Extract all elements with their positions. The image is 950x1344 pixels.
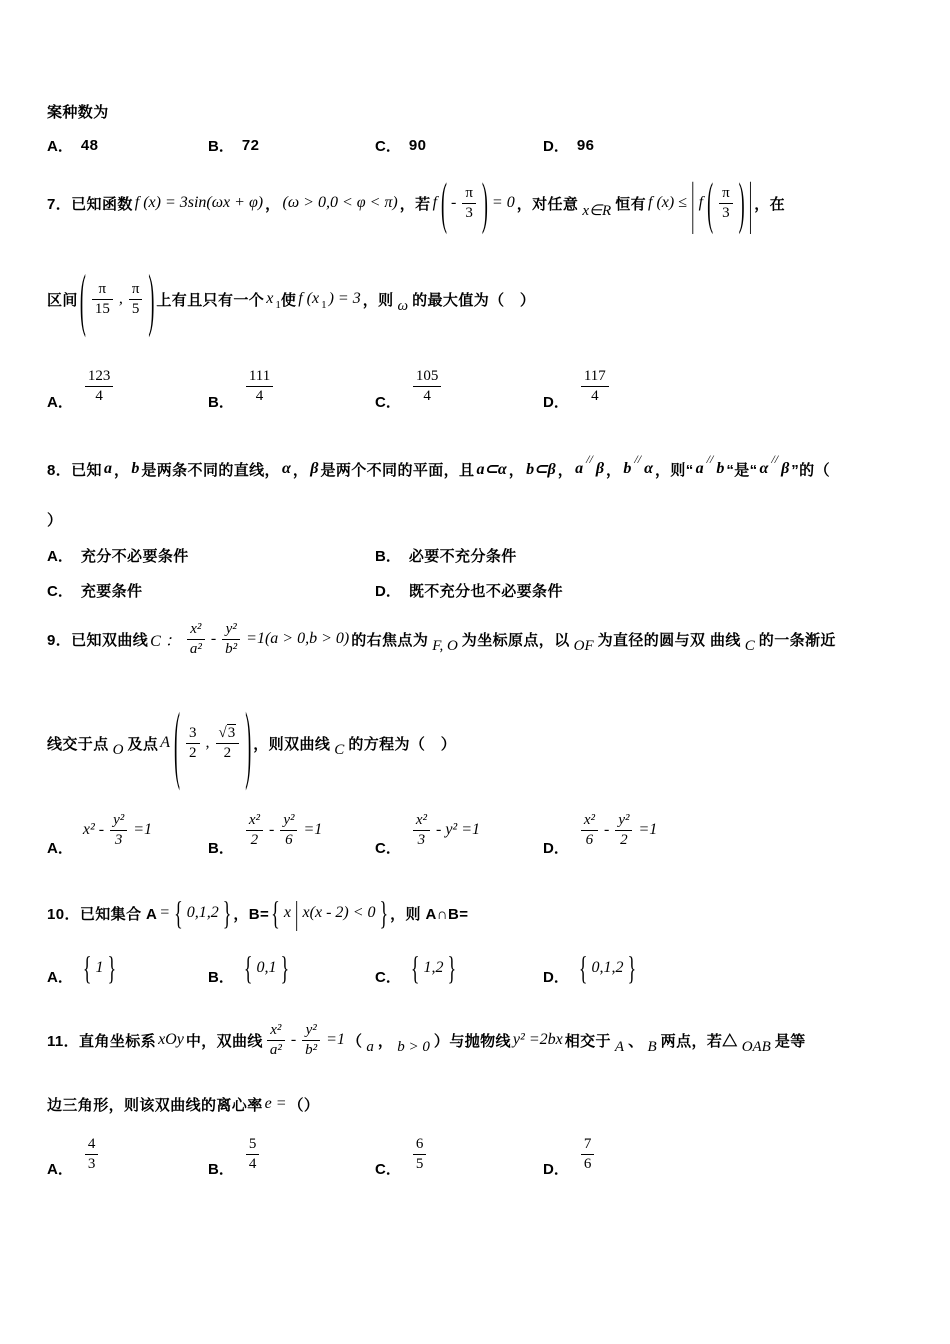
fraction [129,280,143,319]
fraction [280,811,297,850]
text-run: ， [557,461,574,479]
fraction [462,184,476,223]
fraction-numerator: 117 [583,367,606,384]
fraction-numerator: π [131,280,140,297]
fraction-denominator: 4 [248,1155,257,1172]
fraction-denominator: 2 [189,744,197,761]
math-run: x [283,904,291,921]
fraction-denominator: 4 [95,387,103,404]
text-run: ，对任意 [516,195,579,213]
math-inline: C [334,741,345,758]
math-delimiter: { [410,950,420,986]
text-run: ，则双曲线 [253,735,331,753]
fraction [719,184,733,223]
fraction-numerator: π [465,184,473,201]
text-run: 7．已知函数 [47,195,133,213]
text-run: （ [346,1032,363,1050]
math-inline: b > 0 [397,1038,430,1055]
text-run: 、 [628,1032,644,1050]
option-label: D． [375,582,401,600]
text-run: 为直径的圆与双 曲线 [597,631,741,649]
math-delimiter: { [243,950,253,986]
math-inline: A [614,1038,625,1055]
math-run: a [575,460,584,477]
option-label: B． [375,547,401,565]
option-item [543,946,638,990]
option-label: B． [208,969,234,986]
fraction-numerator: y² [225,620,237,637]
fraction-numerator: π [98,280,107,297]
subscript: 1 [275,299,281,311]
math-delimiter: ( [174,695,181,791]
text-run: ，则 A∩B= [390,905,469,923]
question-7-stem-line-1 [47,170,785,236]
text-run: 的最大值为（ ） [412,291,536,309]
fraction-numerator: 111 [248,367,271,384]
question-11-stem-line-2 [47,1090,319,1118]
math-run: - [604,821,610,838]
text-run: 与抛物线 [449,1032,511,1050]
option-label: C． [375,840,401,857]
text-run: ”的（ [791,461,830,479]
math-run: (ω > 0,0 < φ < π) [282,194,398,211]
math-run: β [310,460,319,477]
math-run: - [290,1031,297,1048]
fraction-denominator: a² [269,1041,282,1058]
option-label: D． [543,137,569,155]
text-run: “是“ [726,461,758,479]
fraction-numerator: x² [415,811,427,828]
parallel-sign: // [586,451,593,466]
fraction-numerator: x² [248,811,260,828]
fraction-denominator: 3 [114,831,123,848]
text-run: 的一条渐近 [758,631,836,649]
math-delimiter: | [691,171,695,235]
fraction-numerator: 7 [583,1135,592,1152]
sqrt-radicand: 3 [227,724,236,741]
math-run: b⊂β [526,461,556,478]
option-label: D． [543,1161,569,1178]
math-run: =1 [326,1031,345,1048]
text-run: 96 [576,136,595,154]
math-run: - y² =1 [436,821,481,838]
math-delimiter: | [748,171,753,235]
math-run: , [205,734,210,751]
option-item [208,946,291,990]
option-item [208,357,277,415]
math-delimiter: { [82,950,92,986]
text-run: 是两个不同的平面，且 [320,461,475,479]
fraction [187,620,205,659]
option-item [543,1126,598,1182]
fraction [110,811,127,850]
text-run: 相交于 [564,1032,611,1050]
math-run: β [595,460,605,477]
fraction [413,367,442,406]
option-label: B． [208,137,234,155]
fraction-numerator: x² [583,811,595,828]
option-label: A． [47,840,73,857]
math-run: - [269,821,275,838]
text-run: 恒有 [615,195,647,213]
text-run: 10．已知集合 A [47,905,158,923]
question-9-stem-line-2 [47,697,456,789]
parallel-sign: // [634,451,642,466]
fraction-numerator: y² [283,811,295,828]
math-run: =1 [303,821,323,838]
math-delimiter: ( [79,260,86,338]
math-delimiter: ) [481,171,488,235]
text-run: 案种数为 [47,103,109,121]
math-run: x² - [82,821,105,838]
fraction-denominator: 2 [223,744,232,761]
text-run: ） [47,511,63,529]
fraction-denominator: 5 [415,1155,424,1172]
math-run: A [160,734,171,751]
math-run: f [698,194,704,211]
text-run: 充分不必要条件 [80,547,189,565]
fraction [302,1021,320,1060]
text-run: 两点，若△ [660,1032,738,1050]
option-item [543,357,613,415]
option-item [375,799,482,861]
question-11-options [0,1126,950,1182]
option-label: A． [47,394,73,411]
text-run: ，则“ [654,461,694,479]
option-item [47,577,142,603]
text-run: ， [508,461,525,479]
option-item [375,357,445,415]
subscript: 1 [321,299,327,311]
math-inline: O [112,741,124,758]
fraction [85,367,114,406]
fraction [246,811,263,850]
math-run: = [159,904,171,921]
fraction-denominator: 15 [94,300,110,317]
math-run: f (x) = 3sin(ωx + φ) [134,194,264,211]
option-item [375,131,426,159]
text-run: ， [265,195,281,213]
math-delimiter: | [294,895,299,931]
math-run: 1,2 [423,959,444,976]
fraction-denominator: b² [225,640,238,657]
fraction-denominator: 2 [620,831,628,848]
text-run: 90 [408,136,427,154]
math-run: y² =2bx [512,1031,563,1048]
text-run: 既不充分也不必要条件 [408,582,563,600]
text-run: （） [288,1096,320,1114]
math-run: x(x - 2) < 0 [302,904,376,921]
fraction-numerator: 6 [415,1135,424,1152]
math-run: =1 [133,821,153,838]
text-run: 是两条不同的直线， [141,461,280,479]
option-label: A． [47,547,73,565]
fraction [222,620,240,659]
math-run: 0,1,2 [186,904,219,921]
option-label: C． [375,1161,401,1178]
fraction [581,811,598,850]
fraction-numerator: x² [270,1021,282,1038]
math-inline: B [647,1038,657,1055]
fraction-numerator: 123 [87,367,111,384]
option-label: C． [375,394,401,411]
math-run: a [103,460,112,477]
text-run: ， [292,461,309,479]
text-run: 线交于点 [47,735,109,753]
math-delimiter: } [447,950,457,986]
option-label: C． [375,137,401,155]
math-delimiter: ) [245,695,252,791]
question-7-options [0,357,950,415]
option-item [47,799,154,861]
option-item [375,1126,430,1182]
option-item [208,131,259,159]
question-8-stem-line-2 [47,507,62,531]
math-run: e = [264,1095,287,1112]
math-run: α [759,460,769,477]
option-label: B． [208,840,234,857]
fraction [413,1135,427,1174]
math-run: α [644,460,653,477]
option-label: C． [47,582,73,600]
option-label: A． [47,1161,73,1178]
text-run: ， [377,1032,394,1050]
math-run: - [451,194,457,211]
option-label: B． [208,1161,234,1178]
option-label: C． [375,969,401,986]
text-run: 是等 [774,1032,806,1050]
fraction [246,1135,260,1174]
fraction-denominator: 4 [591,387,599,404]
text-run: 充要条件 [80,582,143,600]
math-run: = 0 [491,194,515,211]
fraction-denominator: b² [305,1041,318,1058]
math-inline: a [366,1038,374,1055]
text-run: ，B= [233,905,270,923]
fraction-numerator: 5 [248,1135,257,1152]
option-label: D． [543,394,569,411]
option-item [375,542,517,568]
math-run: 1 [95,959,104,976]
math-inline: F, O [432,637,458,654]
fraction [246,367,273,406]
option-item [208,799,324,861]
math-inline: OAB [741,1038,771,1055]
math-run: , [118,290,123,307]
math-delimiter: ( [441,171,448,235]
math-delimiter: } [379,895,389,931]
fraction [216,724,240,763]
option-item [375,946,458,990]
math-delimiter: ) [738,171,745,235]
fraction-numerator: 3 [189,724,197,741]
fraction-denominator: 3 [87,1155,96,1172]
math-run: b [131,460,140,477]
text-run: 区间 [47,291,78,309]
fraction-numerator: 4 [87,1135,96,1152]
math-run: ) = 3 [328,290,361,307]
math-run: 0,1,2 [591,959,624,976]
math-run: b [623,460,632,477]
option-label: B． [208,394,234,411]
fraction-denominator: 4 [423,387,431,404]
math-run: xOy [158,1031,184,1048]
fraction-denominator: 3 [722,204,730,221]
text-run: ） [433,1032,450,1050]
math-inline: OF [573,637,594,654]
option-item [47,131,98,159]
math-run: f (x [298,290,320,307]
text-run: 使 [280,291,297,309]
text-run: 72 [241,136,260,154]
math-run: α [281,460,291,477]
fraction [85,1135,99,1174]
fraction-denominator: 3 [417,831,426,848]
fraction-numerator: x² [190,620,202,637]
fraction-denominator: a² [189,640,202,657]
math-run: =1 [638,821,658,838]
option-item [47,1126,102,1182]
question-8-stem-line-1 [47,449,830,489]
math-delimiter: { [578,950,588,986]
text-run: 的右焦点为 [351,631,429,649]
math-delimiter: ) [148,260,155,338]
option-label: D． [543,840,569,857]
math-run: - [210,630,217,647]
option-item [208,1126,263,1182]
fraction-denominator: 6 [585,831,594,848]
parallel-sign: // [706,451,714,466]
option-label: A． [47,137,73,155]
fraction-denominator: 4 [255,387,264,404]
fraction-numerator: y² [305,1021,317,1038]
text-run: ， [606,461,622,479]
fraction-denominator: 2 [250,831,259,848]
text-run: 及点 [127,735,159,753]
question-9-options [0,799,950,861]
fraction-denominator: 6 [583,1155,592,1172]
text-run: 为坐标原点，以 [461,631,570,649]
math-run: b [716,460,725,477]
option-item [375,577,563,603]
text-run: 边三角形，则该双曲线的离心率 [47,1096,263,1114]
fraction-numerator [216,724,240,743]
fraction-numerator: π [722,184,730,201]
text-run: 必要不充分条件 [408,547,517,565]
text-run: ，在 [754,195,786,213]
fraction [267,1021,285,1060]
math-delimiter: } [627,950,637,986]
math-delimiter: } [280,950,290,986]
question-8-options-row-2 [0,577,950,603]
math-run: f [432,194,438,211]
question-9-stem-line-1 [47,606,836,672]
fraction [581,367,609,406]
text-run: 中，双曲线 [185,1032,263,1050]
question-6-options [0,131,950,159]
math-run: a [695,460,704,477]
math-run: =1(a > 0,b > 0) [246,630,350,647]
option-item [47,946,118,990]
question-6-stem-tail [47,97,109,125]
fraction-numerator: y² [618,811,630,828]
text-run: ，若 [399,195,431,213]
fraction [186,724,200,763]
math-delimiter: { [174,895,183,931]
text-run: ， [113,461,130,479]
fraction-denominator: 6 [285,831,293,848]
question-8-options-row-1 [0,542,950,568]
option-label: A． [47,969,73,986]
option-label: D． [543,969,569,986]
fraction-numerator: 105 [415,367,439,384]
question-10-options [0,946,950,990]
math-run: C ： [150,632,181,650]
fraction-numerator: y² [113,811,125,828]
math-run: 0,1 [256,959,277,976]
math-run: a⊂α [476,461,507,478]
fraction-denominator: 5 [131,300,140,317]
math-inline: C [744,637,755,654]
text-run: 上有且只有一个 [156,291,265,309]
math-run: f (x) ≤ [648,194,688,211]
question-11-stem-line-1 [47,1006,806,1074]
text-run: 48 [80,136,99,154]
question-7-stem-line-2 [47,262,535,336]
fraction [413,811,430,850]
fraction-denominator: 3 [465,204,473,221]
fraction [581,1135,595,1174]
fraction [92,280,113,319]
option-item [543,799,659,861]
math-delimiter: ( [707,171,714,235]
text-run: 的方程为（ ） [348,735,457,753]
text-run: ，则 [362,291,394,309]
math-inline: x∈R [582,202,612,219]
text-run: 11．直角坐标系 [47,1032,157,1050]
option-item [543,131,594,159]
math-delimiter: } [107,950,117,986]
parallel-sign: // [771,451,779,466]
math-inline: ω [397,297,409,314]
fraction [615,811,632,850]
math-delimiter: } [222,895,232,931]
question-10-stem [47,886,468,940]
sqrt-icon: √ [218,724,227,741]
text-run: 8．已知 [47,461,102,479]
text-run: 9．已知双曲线 [47,631,149,649]
option-item [47,357,117,415]
option-item [47,542,189,568]
math-run: x [266,290,274,307]
math-delimiter: { [271,895,280,931]
math-run: β [781,460,790,477]
